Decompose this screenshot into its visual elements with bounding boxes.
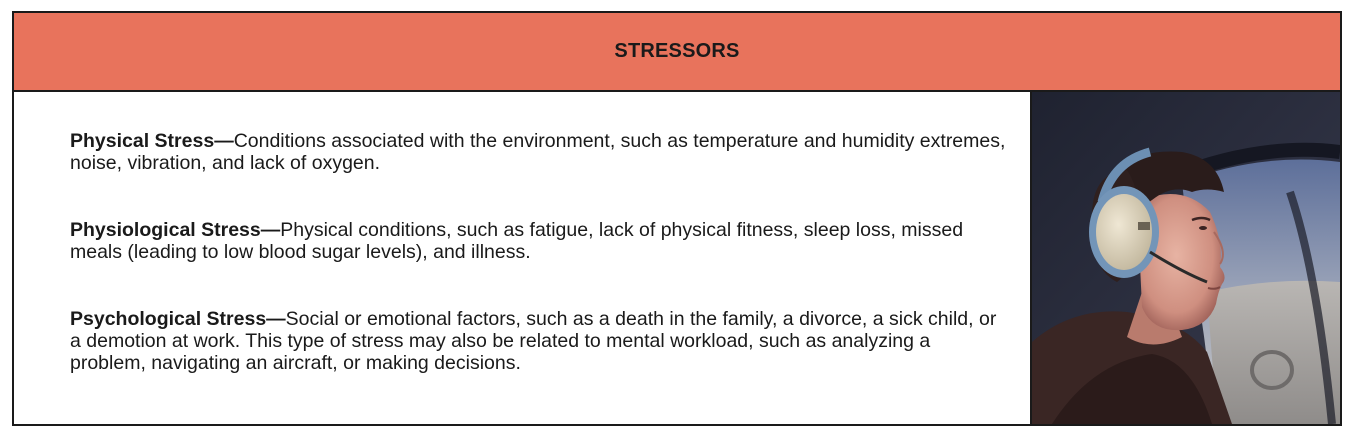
header-bar (14, 13, 1340, 92)
stressor-description: Conditions associated with the environment, such as temperature and humidity extremes, noise, vibration, and lack of oxygen. (70, 130, 1006, 174)
stressor-list (14, 92, 1030, 424)
stressor-description: Social or emotional factors, such as a death in the family, a divorce, a sick child, or a demotion at work. This type of stress may also be related to mental workload, such as analyzing a problem, navigating an aircraft, or making decisions. (70, 308, 997, 374)
stressors-panel (12, 11, 1342, 426)
pilot-photo (1030, 92, 1340, 424)
stressor-entry-physical (70, 130, 1010, 174)
pilot-with-headset-image (1032, 92, 1340, 424)
panel-title: STRESSORS (614, 40, 740, 62)
stressor-term: Physical Stress— (70, 130, 234, 152)
stressor-entry-psychological (70, 308, 1010, 374)
stressor-term: Physiological Stress— (70, 219, 281, 241)
stressor-term: Psychological Stress— (70, 308, 286, 330)
stressor-description: Physical conditions, such as fatigue, lack of physical fitness, sleep loss, missed meals (leading to low blood sugar levels), and illness. (70, 219, 964, 263)
stressor-entry-physiological (70, 219, 1010, 263)
